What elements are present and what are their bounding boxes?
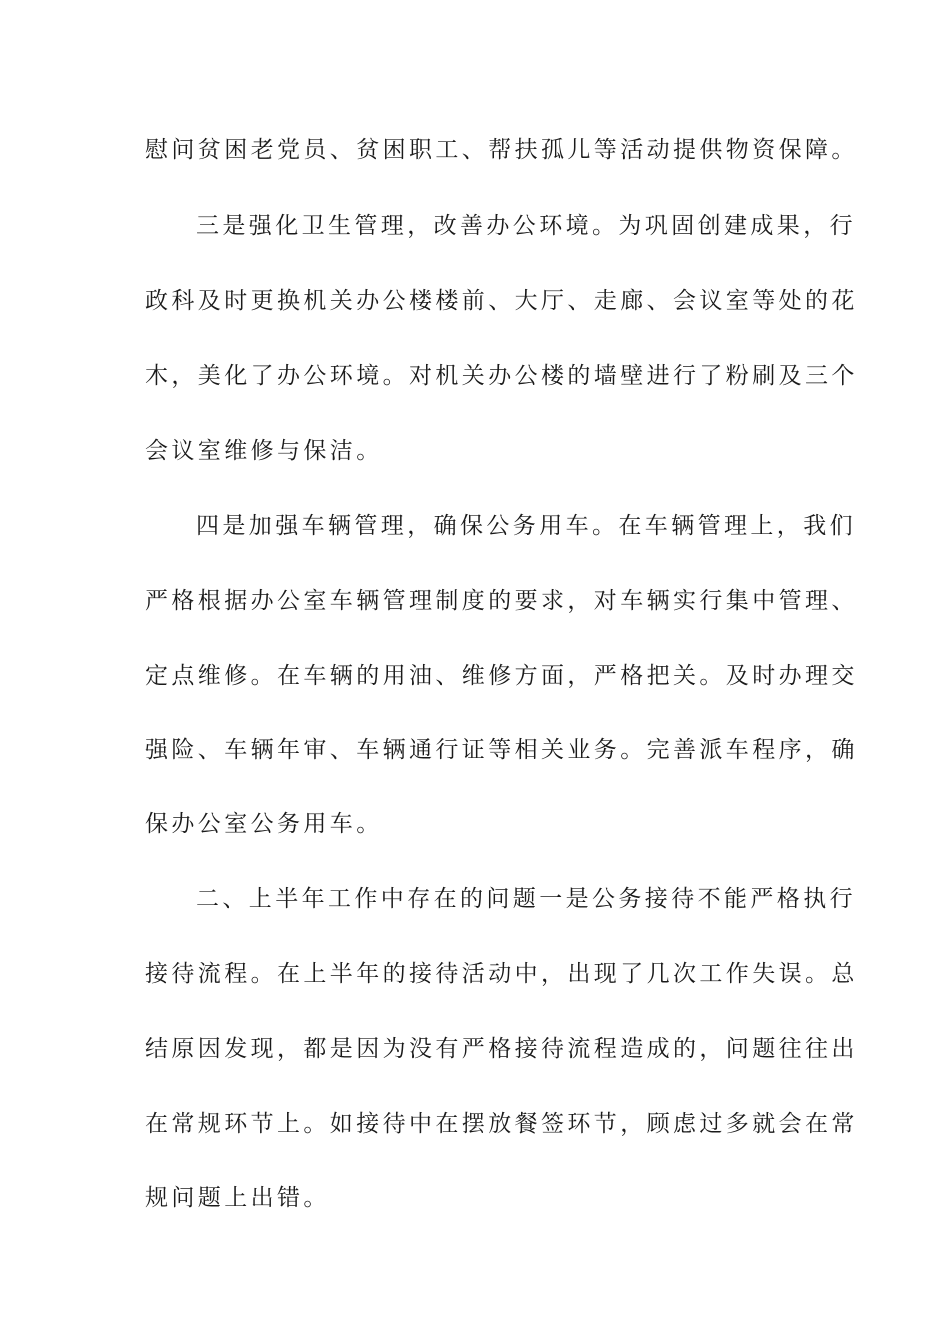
- text-line: 结原因发现，都是因为没有严格接待流程造成的，问题往往出: [145, 1036, 858, 1062]
- text-line: 会议室维修与保洁。: [145, 438, 383, 464]
- paragraph-first-line: 四是加强车辆管理，确保公务用车。在车辆管理上，我们: [196, 513, 856, 539]
- text-line: 规问题上出错。: [145, 1185, 330, 1211]
- text-line: 严格根据办公室车辆管理制度的要求，对车辆实行集中管理、: [145, 588, 858, 614]
- text-line: 政科及时更换机关办公楼楼前、大厅、走廊、会议室等处的花: [145, 288, 858, 314]
- paragraph-first-line: 三是强化卫生管理，改善办公环境。为巩固创建成果，行: [196, 213, 856, 239]
- text-line: 定点维修。在车辆的用油、维修方面，严格把关。及时办理交: [145, 663, 858, 689]
- text-line: 木，美化了办公环境。对机关办公楼的墙壁进行了粉刷及三个: [145, 363, 858, 389]
- text-line: 在常规环节上。如接待中在摆放餐签环节，顾虑过多就会在常: [145, 1111, 858, 1137]
- text-line: 强险、车辆年审、车辆通行证等相关业务。完善派车程序，确: [145, 737, 858, 763]
- text-line: 接待流程。在上半年的接待活动中，出现了几次工作失误。总: [145, 961, 858, 987]
- text-line: 保办公室公务用车。: [145, 811, 383, 837]
- paragraph-first-line: 二、上半年工作中存在的问题一是公务接待不能严格执行: [196, 886, 856, 912]
- text-line: 慰问贫困老党员、贫困职工、帮扶孤儿等活动提供物资保障。: [145, 137, 858, 163]
